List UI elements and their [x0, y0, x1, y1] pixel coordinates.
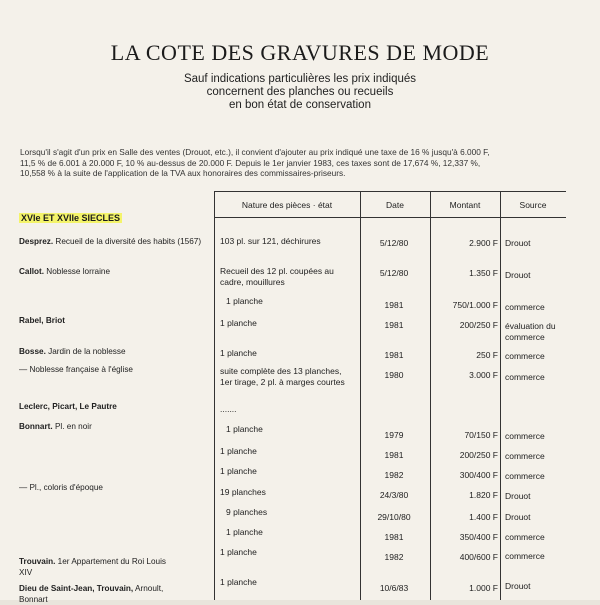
page-title: LA COTE DES GRAVURES DE MODE — [110, 40, 490, 65]
subtitle-line: Sauf indications particulières les prix indiqués — [183, 73, 417, 85]
row-amount: 300/400 F — [459, 470, 498, 480]
table-header-rule — [214, 217, 566, 218]
row-nature: 1 planche — [226, 424, 263, 434]
row-date: 5/12/80 — [379, 238, 409, 248]
column-rule — [214, 191, 215, 600]
row-nature: Recueil des 12 pl. coupées au cadre, mouillures — [220, 266, 334, 287]
subtitle — [0, 73, 600, 112]
section-heading: XVIe ET XVIIe SIECLES — [21, 213, 121, 223]
item-name: Rabel, Briot — [19, 316, 65, 325]
row-amount: 250 F — [476, 350, 498, 360]
row-source: commerce — [505, 551, 545, 561]
column-rule — [500, 191, 501, 600]
row-source: commerce — [505, 372, 545, 382]
item-name: Dieu de Saint-Jean, Trouvain, Arnoult, Bonnart — [19, 584, 164, 604]
row-nature: 1 planche — [226, 296, 263, 306]
row-date: 1981 — [384, 532, 404, 542]
row-nature: 1 planche — [220, 577, 257, 587]
row-date: 1981 — [384, 300, 404, 310]
row-source: Drouot — [505, 512, 531, 522]
row-source: Drouot — [505, 491, 531, 501]
row-amount: 200/250 F — [459, 320, 498, 330]
row-nature: 1 planche — [220, 547, 257, 557]
item-name: — Pl., coloris d'époque — [19, 483, 103, 492]
row-amount: 1.000 F — [469, 583, 498, 593]
row-source: commerce — [505, 302, 545, 312]
row-nature: 1 planche — [220, 318, 257, 328]
row-nature: 1 planche — [220, 348, 257, 358]
header-amount: Montant — [449, 200, 481, 210]
row-date: 1979 — [384, 430, 404, 440]
row-amount: 400/600 F — [459, 552, 498, 562]
intro-line: Lorsqu'il s'agit d'un prix en Salle des ventes (Drouot, etc.), il convient d'ajouter au prix indiqué une taxe de 16 % jusqu'à 6.000 F, — [20, 147, 490, 157]
subtitle-line: en bon état de conservation — [229, 99, 371, 111]
row-nature: 1 planche — [226, 527, 263, 537]
row-date: 24/3/80 — [379, 490, 409, 500]
row-amount: 2.900 F — [469, 238, 498, 248]
row-date: 1981 — [384, 450, 404, 460]
row-nature: suite complète des 13 planches, 1er tirage, 2 pl. à marges courtes — [220, 366, 345, 387]
item-name: Bonnart. Pl. en noir — [19, 422, 92, 431]
item-name: — Noblesse française à l'église — [19, 365, 133, 374]
row-source: Drouot — [505, 581, 531, 591]
intro-paragraph — [20, 147, 580, 179]
item-name: Callot. Noblesse lorraine — [19, 267, 111, 276]
row-nature: 19 planches — [220, 487, 266, 497]
row-amount: 350/400 F — [459, 532, 498, 542]
row-date: 1981 — [384, 350, 404, 360]
table-top-rule — [214, 191, 566, 192]
row-source: Drouot — [505, 238, 531, 248]
row-amount: 750/1.000 F — [452, 300, 498, 310]
row-date: 1980 — [384, 370, 404, 380]
row-nature: 1 planche — [220, 446, 257, 456]
intro-line: 11,5 % de 6.001 à 20.000 F, 10 % au-dessus de 20.000 F. Depuis le 1er janvier 1983, ces taxes sont de 17,674 %, 12,337 %, — [20, 157, 481, 168]
item-name: Leclerc, Picart, Le Pautre — [19, 402, 117, 411]
row-amount: 1.350 F — [469, 268, 498, 278]
subtitle-line: concernent des planches ou recueils — [206, 86, 394, 98]
row-nature: 9 planches — [226, 507, 268, 517]
row-source: commerce — [505, 471, 545, 481]
row-source: Drouot — [505, 270, 531, 280]
header-nature: Nature des pièces · état — [241, 200, 333, 210]
row-date: 1982 — [384, 470, 404, 480]
row-source: commerce — [505, 431, 545, 441]
row-nature: ....... — [220, 404, 237, 414]
row-nature: 103 pl. sur 121, déchirures — [220, 236, 321, 246]
row-source: commerce — [505, 532, 545, 542]
row-date: 5/12/80 — [379, 268, 409, 278]
row-amount: 200/250 F — [459, 450, 498, 460]
intro-line: 10,558 % à la suite de l'application de la TVA aux honoraires des commissaires-priseurs. — [20, 168, 346, 178]
row-amount: 1.400 F — [469, 512, 498, 522]
item-name: Trouvain. 1er Appartement du Roi Louis XIV — [19, 557, 167, 577]
row-nature: 1 planche — [220, 466, 257, 476]
row-source: évaluation du commerce — [505, 321, 556, 342]
row-date: 1982 — [384, 552, 404, 562]
row-amount: 70/150 F — [464, 430, 498, 440]
row-date: 1981 — [384, 320, 404, 330]
header-source: Source — [519, 200, 547, 210]
item-name: Desprez. Recueil de la diversité des habits (1567) — [19, 237, 202, 246]
header-date: Date — [386, 200, 404, 210]
row-source: commerce — [505, 451, 545, 461]
row-date: 10/6/83 — [379, 583, 409, 593]
row-date: 29/10/80 — [377, 512, 411, 522]
row-source: commerce — [505, 351, 545, 361]
row-amount: 1.820 F — [469, 490, 498, 500]
item-name: Bosse. Jardin de la noblesse — [19, 347, 126, 356]
row-amount: 3.000 F — [469, 370, 498, 380]
